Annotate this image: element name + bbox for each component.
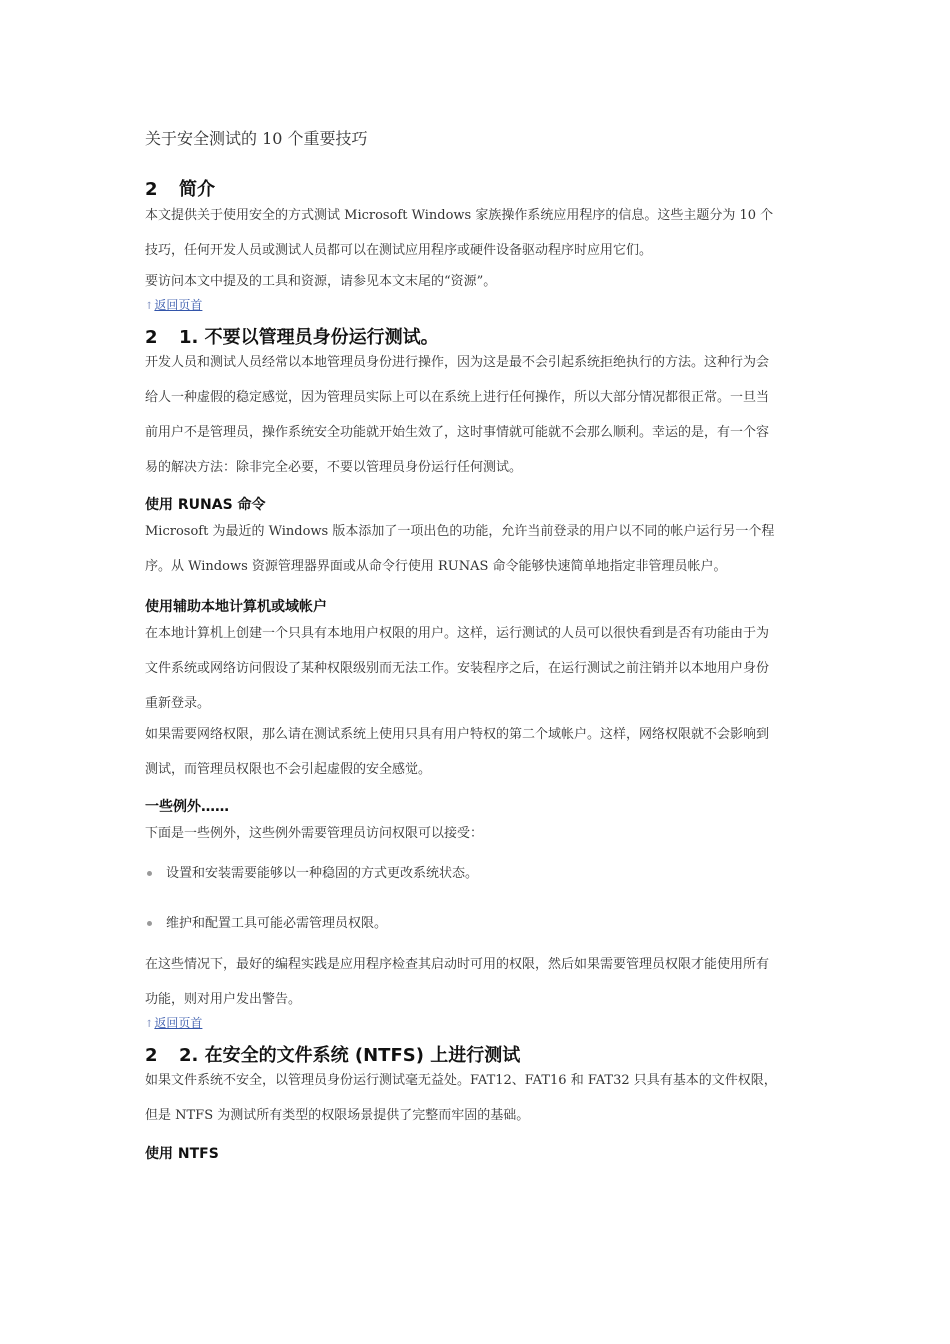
paragraph-line: 如果文件系统不安全，以管理员身份运行测试毫无益处。FAT12、FAT16 和 FAT32 只具有基本的文件权限， <box>145 1073 777 1088</box>
paragraph-line: 下面是一些例外，这些例外需要管理员访问权限可以接受： <box>145 826 484 841</box>
back-to-top-label: 返回页首 <box>154 1016 203 1030</box>
up-arrow-icon: ↑ <box>145 301 154 312</box>
section-number: 2 <box>145 1045 158 1066</box>
section-number: 2 <box>145 179 158 200</box>
back-to-top-label: 返回页首 <box>154 298 203 312</box>
section-title: 2. 在安全的文件系统 (NTFS) 上进行测试 <box>179 1045 521 1066</box>
paragraph-line: 测试，而管理员权限也不会引起虚假的安全感觉。 <box>145 762 432 777</box>
back-to-top-link[interactable] <box>145 1014 202 1031</box>
subsection-heading-exceptions: 一些例外…… <box>145 799 229 815</box>
list-item: 设置和安装需要能够以一种稳固的方式更改系统状态。 <box>166 866 479 881</box>
section-number: 2 <box>145 327 158 348</box>
subsection-heading-secondary-account: 使用辅助本地计算机或域帐户 <box>145 599 327 615</box>
bullet-icon <box>147 921 152 926</box>
section-title: 简介 <box>179 179 215 200</box>
paragraph-line: 但是 NTFS 为测试所有类型的权限场景提供了完整而牢固的基础。 <box>145 1108 530 1123</box>
section-heading-intro <box>145 175 215 201</box>
up-arrow-icon: ↑ <box>145 1019 154 1030</box>
paragraph-line: 前用户不是管理员，操作系统安全功能就开始生效了，这时事情就可能就不会那么顺利。幸运的是，有一个容 <box>145 425 770 440</box>
paragraph-line: 如果需要网络权限，那么请在测试系统上使用只具有用户特权的第二个域帐户。这样，网络权限就不会影响到 <box>145 727 770 742</box>
paragraph-line: 在本地计算机上创建一个只具有本地用户权限的用户。这样，运行测试的人员可以很快看到是否有功能由于为 <box>145 626 770 641</box>
subsection-heading-runas: 使用 RUNAS 命令 <box>145 497 266 513</box>
paragraph-line: Microsoft 为最近的 Windows 版本添加了一项出色的功能，允许当前登录的用户以不同的帐户运行另一个程 <box>145 524 775 539</box>
paragraph-line: 在这些情况下，最好的编程实践是应用程序检查其启动时可用的权限，然后如果需要管理员权限才能使用所有 <box>145 957 770 972</box>
paragraph-line: 技巧，任何开发人员或测试人员都可以在测试应用程序或硬件设备驱动程序时应用它们。 <box>145 243 653 258</box>
section-heading-tip-1 <box>145 323 439 349</box>
document-title: 关于安全测试的 10 个重要技巧 <box>145 129 368 148</box>
paragraph-line: 要访问本文中提及的工具和资源，请参见本文末尾的“资源”。 <box>145 274 497 289</box>
paragraph-line: 开发人员和测试人员经常以本地管理员身份进行操作，因为这是最不会引起系统拒绝执行的方法。这种行为会 <box>145 355 770 370</box>
back-to-top-link[interactable] <box>145 296 202 313</box>
section-heading-tip-2 <box>145 1041 520 1067</box>
paragraph-line: 本文提供关于使用安全的方式测试 Microsoft Windows 家族操作系统应用程序的信息。这些主题分为 10 个 <box>145 208 774 223</box>
list-item: 维护和配置工具可能必需管理员权限。 <box>166 916 388 931</box>
bullet-icon <box>147 871 152 876</box>
paragraph-line: 文件系统或网络访问假设了某种权限级别而无法工作。安装程序之后，在运行测试之前注销并以本地用户身份 <box>145 661 770 676</box>
section-title: 1. 不要以管理员身份运行测试。 <box>179 327 439 348</box>
paragraph-line: 易的解决方法：除非完全必要，不要以管理员身份运行任何测试。 <box>145 460 523 475</box>
paragraph-line: 序。从 Windows 资源管理器界面或从命令行使用 RUNAS 命令能够快速简单地指定非管理员帐户。 <box>145 559 727 574</box>
subsection-heading-use-ntfs: 使用 NTFS <box>145 1146 219 1162</box>
paragraph-line: 功能，则对用户发出警告。 <box>145 992 302 1007</box>
paragraph-line: 给人一种虚假的稳定感觉，因为管理员实际上可以在系统上进行任何操作，所以大部分情况都很正常。一旦当 <box>145 390 770 405</box>
paragraph-line: 重新登录。 <box>145 696 211 711</box>
